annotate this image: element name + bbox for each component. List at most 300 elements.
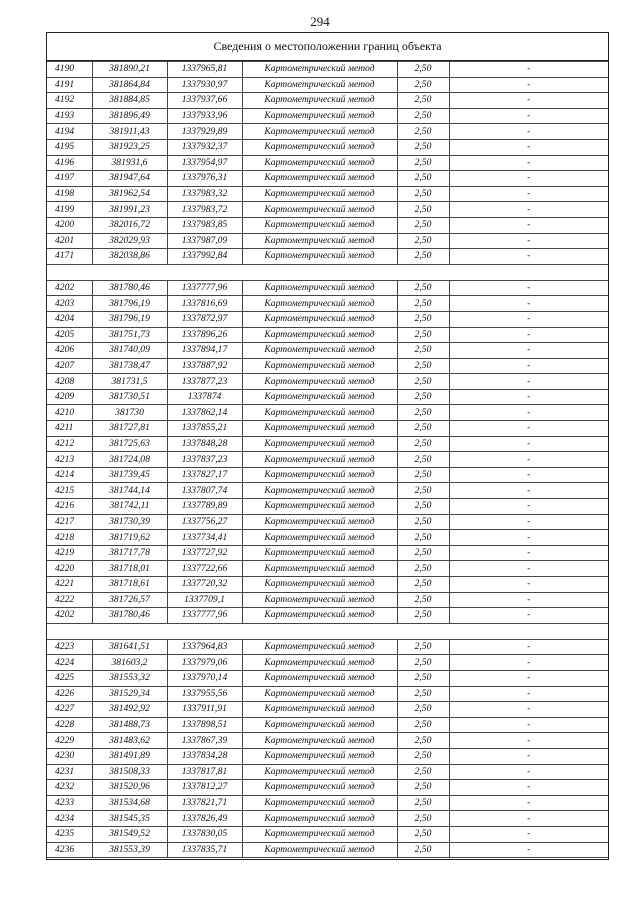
method-cell: Картометрический метод xyxy=(242,686,397,702)
accuracy-cell: 2,50 xyxy=(397,249,449,265)
method-cell: Картометрический метод xyxy=(242,842,397,858)
y-coordinate-cell: 1337898,51 xyxy=(167,717,242,733)
point-number-cell: 4204 xyxy=(47,311,92,327)
x-coordinate-cell: 381796,19 xyxy=(92,311,167,327)
x-coordinate-cell: 381730 xyxy=(92,405,167,421)
description-cell: - xyxy=(449,374,608,390)
accuracy-cell: 2,50 xyxy=(397,530,449,546)
method-cell: Картометрический метод xyxy=(242,296,397,312)
x-coordinate-cell: 382016,72 xyxy=(92,217,167,233)
accuracy-cell: 2,50 xyxy=(397,655,449,671)
table-row xyxy=(47,389,608,405)
description-cell: - xyxy=(449,186,608,202)
accuracy-cell: 2,50 xyxy=(397,77,449,93)
x-coordinate-cell: 382029,93 xyxy=(92,233,167,249)
y-coordinate-cell: 1337848,28 xyxy=(167,436,242,452)
table-row xyxy=(47,764,608,780)
table-row xyxy=(47,452,608,468)
point-number-cell: 4205 xyxy=(47,327,92,343)
x-coordinate-cell: 381911,43 xyxy=(92,124,167,140)
description-cell: - xyxy=(449,561,608,577)
point-number-cell: 4209 xyxy=(47,389,92,405)
x-coordinate-cell: 381726,57 xyxy=(92,592,167,608)
description-cell: - xyxy=(449,77,608,93)
description-cell: - xyxy=(449,577,608,593)
x-coordinate-cell: 381740,09 xyxy=(92,343,167,359)
table-row xyxy=(47,155,608,171)
table-row xyxy=(47,608,608,624)
boundary-table-frame xyxy=(46,32,609,860)
y-coordinate-cell: 1337937,66 xyxy=(167,93,242,109)
method-cell: Картометрический метод xyxy=(242,592,397,608)
point-number-cell: 4198 xyxy=(47,186,92,202)
table-row xyxy=(47,358,608,374)
x-coordinate-cell: 381780,46 xyxy=(92,608,167,624)
method-cell: Картометрический метод xyxy=(242,811,397,827)
point-number-cell: 4219 xyxy=(47,545,92,561)
x-coordinate-cell: 381730,39 xyxy=(92,514,167,530)
x-coordinate-cell: 381751,73 xyxy=(92,327,167,343)
table-row xyxy=(47,202,608,218)
accuracy-cell: 2,50 xyxy=(397,124,449,140)
accuracy-cell: 2,50 xyxy=(397,686,449,702)
table-row xyxy=(47,733,608,749)
method-cell: Картометрический метод xyxy=(242,249,397,265)
x-coordinate-cell: 381641,51 xyxy=(92,639,167,655)
y-coordinate-cell: 1337834,28 xyxy=(167,748,242,764)
x-coordinate-cell: 381727,81 xyxy=(92,421,167,437)
description-cell: - xyxy=(449,608,608,624)
x-coordinate-cell: 381744,14 xyxy=(92,483,167,499)
description-cell: - xyxy=(449,514,608,530)
table-row xyxy=(47,811,608,827)
table-row xyxy=(47,826,608,842)
accuracy-cell: 2,50 xyxy=(397,592,449,608)
y-coordinate-cell: 1337826,49 xyxy=(167,811,242,827)
y-coordinate-cell: 1337734,41 xyxy=(167,530,242,546)
description-cell: - xyxy=(449,811,608,827)
description-cell: - xyxy=(449,405,608,421)
x-coordinate-cell: 381725,63 xyxy=(92,436,167,452)
table-row xyxy=(47,577,608,593)
point-number-cell: 4224 xyxy=(47,655,92,671)
point-number-cell: 4210 xyxy=(47,405,92,421)
table-row xyxy=(47,171,608,187)
point-number-cell: 4201 xyxy=(47,233,92,249)
description-cell: - xyxy=(449,108,608,124)
table-row xyxy=(47,436,608,452)
accuracy-cell: 2,50 xyxy=(397,358,449,374)
method-cell: Картометрический метод xyxy=(242,374,397,390)
description-cell: - xyxy=(449,280,608,296)
description-cell: - xyxy=(449,217,608,233)
method-cell: Картометрический метод xyxy=(242,655,397,671)
point-number-cell: 4202 xyxy=(47,608,92,624)
x-coordinate-cell: 381534,68 xyxy=(92,795,167,811)
accuracy-cell: 2,50 xyxy=(397,280,449,296)
y-coordinate-cell: 1337812,27 xyxy=(167,780,242,796)
accuracy-cell: 2,50 xyxy=(397,764,449,780)
x-coordinate-cell: 381492,92 xyxy=(92,702,167,718)
accuracy-cell: 2,50 xyxy=(397,327,449,343)
y-coordinate-cell: 1337837,23 xyxy=(167,452,242,468)
y-coordinate-cell: 1337807,74 xyxy=(167,483,242,499)
point-number-cell: 4217 xyxy=(47,514,92,530)
x-coordinate-cell: 381529,34 xyxy=(92,686,167,702)
point-number-cell: 4190 xyxy=(47,62,92,78)
method-cell: Картометрический метод xyxy=(242,608,397,624)
point-number-cell: 4216 xyxy=(47,499,92,515)
y-coordinate-cell: 1337816,69 xyxy=(167,296,242,312)
y-coordinate-cell: 1337874 xyxy=(167,389,242,405)
y-coordinate-cell: 1337835,71 xyxy=(167,842,242,858)
table-row xyxy=(47,77,608,93)
accuracy-cell: 2,50 xyxy=(397,62,449,78)
method-cell: Картометрический метод xyxy=(242,826,397,842)
method-cell: Картометрический метод xyxy=(242,233,397,249)
y-coordinate-cell: 1337983,32 xyxy=(167,186,242,202)
description-cell: - xyxy=(449,311,608,327)
accuracy-cell: 2,50 xyxy=(397,826,449,842)
method-cell: Картометрический метод xyxy=(242,280,397,296)
point-number-cell: 4193 xyxy=(47,108,92,124)
accuracy-cell: 2,50 xyxy=(397,608,449,624)
method-cell: Картометрический метод xyxy=(242,108,397,124)
y-coordinate-cell: 1337930,97 xyxy=(167,77,242,93)
point-number-cell: 4206 xyxy=(47,343,92,359)
point-number-cell: 4233 xyxy=(47,795,92,811)
method-cell: Картометрический метод xyxy=(242,202,397,218)
method-cell: Картометрический метод xyxy=(242,124,397,140)
description-cell: - xyxy=(449,202,608,218)
point-number-cell: 4203 xyxy=(47,296,92,312)
y-coordinate-cell: 1337979,06 xyxy=(167,655,242,671)
method-cell: Картометрический метод xyxy=(242,670,397,686)
y-coordinate-cell: 1337862,14 xyxy=(167,405,242,421)
table-row xyxy=(47,467,608,483)
method-cell: Картометрический метод xyxy=(242,155,397,171)
table-row xyxy=(47,217,608,233)
table-row xyxy=(47,670,608,686)
table-row xyxy=(47,296,608,312)
y-coordinate-cell: 1337965,81 xyxy=(167,62,242,78)
description-cell: - xyxy=(449,171,608,187)
x-coordinate-cell: 381796,19 xyxy=(92,296,167,312)
point-number-cell: 4229 xyxy=(47,733,92,749)
x-coordinate-cell: 381491,89 xyxy=(92,748,167,764)
y-coordinate-cell: 1337727,92 xyxy=(167,545,242,561)
y-coordinate-cell: 1337932,37 xyxy=(167,139,242,155)
y-coordinate-cell: 1337830,05 xyxy=(167,826,242,842)
accuracy-cell: 2,50 xyxy=(397,795,449,811)
separator-cell xyxy=(47,623,608,639)
description-cell: - xyxy=(449,436,608,452)
description-cell: - xyxy=(449,545,608,561)
point-number-cell: 4199 xyxy=(47,202,92,218)
method-cell: Картометрический метод xyxy=(242,436,397,452)
method-cell: Картометрический метод xyxy=(242,764,397,780)
method-cell: Картометрический метод xyxy=(242,62,397,78)
accuracy-cell: 2,50 xyxy=(397,233,449,249)
description-cell: - xyxy=(449,717,608,733)
description-cell: - xyxy=(449,499,608,515)
x-coordinate-cell: 381864,84 xyxy=(92,77,167,93)
point-number-cell: 4195 xyxy=(47,139,92,155)
x-coordinate-cell: 381931,6 xyxy=(92,155,167,171)
point-number-cell: 4213 xyxy=(47,452,92,468)
point-number-cell: 4227 xyxy=(47,702,92,718)
x-coordinate-cell: 381730,51 xyxy=(92,389,167,405)
point-number-cell: 4232 xyxy=(47,780,92,796)
accuracy-cell: 2,50 xyxy=(397,436,449,452)
method-cell: Картометрический метод xyxy=(242,780,397,796)
accuracy-cell: 2,50 xyxy=(397,93,449,109)
description-cell: - xyxy=(449,139,608,155)
y-coordinate-cell: 1337867,39 xyxy=(167,733,242,749)
x-coordinate-cell: 381553,32 xyxy=(92,670,167,686)
x-coordinate-cell: 381947,64 xyxy=(92,171,167,187)
x-coordinate-cell: 381520,96 xyxy=(92,780,167,796)
description-cell: - xyxy=(449,592,608,608)
method-cell: Картометрический метод xyxy=(242,311,397,327)
x-coordinate-cell: 381780,46 xyxy=(92,280,167,296)
x-coordinate-cell: 381719,62 xyxy=(92,530,167,546)
x-coordinate-cell: 381718,61 xyxy=(92,577,167,593)
table-row xyxy=(47,795,608,811)
y-coordinate-cell: 1337827,17 xyxy=(167,467,242,483)
x-coordinate-cell: 381896,49 xyxy=(92,108,167,124)
method-cell: Картометрический метод xyxy=(242,93,397,109)
method-cell: Картометрический метод xyxy=(242,717,397,733)
y-coordinate-cell: 1337855,21 xyxy=(167,421,242,437)
description-cell: - xyxy=(449,702,608,718)
point-number-cell: 4220 xyxy=(47,561,92,577)
accuracy-cell: 2,50 xyxy=(397,405,449,421)
point-number-cell: 4200 xyxy=(47,217,92,233)
accuracy-cell: 2,50 xyxy=(397,483,449,499)
description-cell: - xyxy=(449,155,608,171)
table-row xyxy=(47,421,608,437)
method-cell: Картометрический метод xyxy=(242,327,397,343)
accuracy-cell: 2,50 xyxy=(397,514,449,530)
description-cell: - xyxy=(449,296,608,312)
y-coordinate-cell: 1337872,97 xyxy=(167,311,242,327)
table-row xyxy=(47,124,608,140)
description-cell: - xyxy=(449,686,608,702)
description-cell: - xyxy=(449,233,608,249)
method-cell: Картометрический метод xyxy=(242,217,397,233)
table-row xyxy=(47,686,608,702)
description-cell: - xyxy=(449,733,608,749)
description-cell: - xyxy=(449,842,608,858)
y-coordinate-cell: 1337955,56 xyxy=(167,686,242,702)
x-coordinate-cell: 381549,52 xyxy=(92,826,167,842)
accuracy-cell: 2,50 xyxy=(397,499,449,515)
description-cell: - xyxy=(449,795,608,811)
method-cell: Картометрический метод xyxy=(242,499,397,515)
point-number-cell: 4196 xyxy=(47,155,92,171)
description-cell: - xyxy=(449,748,608,764)
y-coordinate-cell: 1337929,89 xyxy=(167,124,242,140)
table-row xyxy=(47,514,608,530)
description-cell: - xyxy=(449,826,608,842)
method-cell: Картометрический метод xyxy=(242,577,397,593)
x-coordinate-cell: 381483,62 xyxy=(92,733,167,749)
coordinates-table xyxy=(47,61,608,858)
accuracy-cell: 2,50 xyxy=(397,748,449,764)
point-number-cell: 4235 xyxy=(47,826,92,842)
y-coordinate-cell: 1337789,89 xyxy=(167,499,242,515)
accuracy-cell: 2,50 xyxy=(397,311,449,327)
method-cell: Картометрический метод xyxy=(242,561,397,577)
y-coordinate-cell: 1337911,91 xyxy=(167,702,242,718)
description-cell: - xyxy=(449,639,608,655)
x-coordinate-cell: 381890,21 xyxy=(92,62,167,78)
accuracy-cell: 2,50 xyxy=(397,733,449,749)
x-coordinate-cell: 381923,25 xyxy=(92,139,167,155)
contour-separator-row xyxy=(47,623,608,639)
table-row xyxy=(47,717,608,733)
y-coordinate-cell: 1337954,97 xyxy=(167,155,242,171)
point-number-cell: 4230 xyxy=(47,748,92,764)
description-cell: - xyxy=(449,327,608,343)
y-coordinate-cell: 1337817,81 xyxy=(167,764,242,780)
description-cell: - xyxy=(449,343,608,359)
y-coordinate-cell: 1337970,14 xyxy=(167,670,242,686)
y-coordinate-cell: 1337983,72 xyxy=(167,202,242,218)
method-cell: Картометрический метод xyxy=(242,389,397,405)
table-row xyxy=(47,93,608,109)
point-number-cell: 4171 xyxy=(47,249,92,265)
accuracy-cell: 2,50 xyxy=(397,186,449,202)
point-number-cell: 4221 xyxy=(47,577,92,593)
method-cell: Картометрический метод xyxy=(242,139,397,155)
accuracy-cell: 2,50 xyxy=(397,389,449,405)
description-cell: - xyxy=(449,358,608,374)
description-cell: - xyxy=(449,530,608,546)
point-number-cell: 4223 xyxy=(47,639,92,655)
point-number-cell: 4225 xyxy=(47,670,92,686)
separator-cell xyxy=(47,264,608,280)
x-coordinate-cell: 381545,35 xyxy=(92,811,167,827)
table-row xyxy=(47,780,608,796)
y-coordinate-cell: 1337777,96 xyxy=(167,608,242,624)
y-coordinate-cell: 1337756,27 xyxy=(167,514,242,530)
method-cell: Картометрический метод xyxy=(242,358,397,374)
table-row xyxy=(47,842,608,858)
description-cell: - xyxy=(449,483,608,499)
table-title: Сведения о местоположении границ объекта xyxy=(47,33,608,61)
accuracy-cell: 2,50 xyxy=(397,171,449,187)
accuracy-cell: 2,50 xyxy=(397,108,449,124)
x-coordinate-cell: 381962,54 xyxy=(92,186,167,202)
point-number-cell: 4202 xyxy=(47,280,92,296)
method-cell: Картометрический метод xyxy=(242,702,397,718)
description-cell: - xyxy=(449,780,608,796)
accuracy-cell: 2,50 xyxy=(397,343,449,359)
y-coordinate-cell: 1337894,17 xyxy=(167,343,242,359)
method-cell: Картометрический метод xyxy=(242,748,397,764)
description-cell: - xyxy=(449,655,608,671)
point-number-cell: 4228 xyxy=(47,717,92,733)
table-row xyxy=(47,702,608,718)
method-cell: Картометрический метод xyxy=(242,545,397,561)
accuracy-cell: 2,50 xyxy=(397,155,449,171)
table-row xyxy=(47,405,608,421)
table-row xyxy=(47,280,608,296)
table-row xyxy=(47,655,608,671)
y-coordinate-cell: 1337896,26 xyxy=(167,327,242,343)
contour-separator-row xyxy=(47,264,608,280)
x-coordinate-cell: 381731,5 xyxy=(92,374,167,390)
point-number-cell: 4212 xyxy=(47,436,92,452)
point-number-cell: 4194 xyxy=(47,124,92,140)
method-cell: Картометрический метод xyxy=(242,483,397,499)
x-coordinate-cell: 381742,11 xyxy=(92,499,167,515)
method-cell: Картометрический метод xyxy=(242,171,397,187)
x-coordinate-cell: 381508,33 xyxy=(92,764,167,780)
description-cell: - xyxy=(449,670,608,686)
accuracy-cell: 2,50 xyxy=(397,670,449,686)
description-cell: - xyxy=(449,249,608,265)
table-row xyxy=(47,499,608,515)
method-cell: Картометрический метод xyxy=(242,795,397,811)
table-row xyxy=(47,639,608,655)
description-cell: - xyxy=(449,124,608,140)
accuracy-cell: 2,50 xyxy=(397,811,449,827)
accuracy-cell: 2,50 xyxy=(397,296,449,312)
table-row xyxy=(47,62,608,78)
method-cell: Картометрический метод xyxy=(242,77,397,93)
point-number-cell: 4208 xyxy=(47,374,92,390)
table-row xyxy=(47,374,608,390)
accuracy-cell: 2,50 xyxy=(397,374,449,390)
accuracy-cell: 2,50 xyxy=(397,202,449,218)
point-number-cell: 4218 xyxy=(47,530,92,546)
point-number-cell: 4236 xyxy=(47,842,92,858)
x-coordinate-cell: 381718,01 xyxy=(92,561,167,577)
y-coordinate-cell: 1337722,66 xyxy=(167,561,242,577)
method-cell: Картометрический метод xyxy=(242,421,397,437)
point-number-cell: 4231 xyxy=(47,764,92,780)
description-cell: - xyxy=(449,764,608,780)
x-coordinate-cell: 381553,39 xyxy=(92,842,167,858)
table-row xyxy=(47,748,608,764)
point-number-cell: 4226 xyxy=(47,686,92,702)
method-cell: Картометрический метод xyxy=(242,514,397,530)
x-coordinate-cell: 381724,08 xyxy=(92,452,167,468)
accuracy-cell: 2,50 xyxy=(397,842,449,858)
point-number-cell: 4215 xyxy=(47,483,92,499)
method-cell: Картометрический метод xyxy=(242,186,397,202)
table-row xyxy=(47,343,608,359)
y-coordinate-cell: 1337933,96 xyxy=(167,108,242,124)
accuracy-cell: 2,50 xyxy=(397,421,449,437)
y-coordinate-cell: 1337987,09 xyxy=(167,233,242,249)
y-coordinate-cell: 1337887,92 xyxy=(167,358,242,374)
x-coordinate-cell: 381991,23 xyxy=(92,202,167,218)
table-row xyxy=(47,483,608,499)
method-cell: Картометрический метод xyxy=(242,530,397,546)
table-row xyxy=(47,108,608,124)
table-row xyxy=(47,592,608,608)
accuracy-cell: 2,50 xyxy=(397,702,449,718)
accuracy-cell: 2,50 xyxy=(397,639,449,655)
point-number-cell: 4197 xyxy=(47,171,92,187)
table-row xyxy=(47,249,608,265)
y-coordinate-cell: 1337964,83 xyxy=(167,639,242,655)
x-coordinate-cell: 382038,86 xyxy=(92,249,167,265)
